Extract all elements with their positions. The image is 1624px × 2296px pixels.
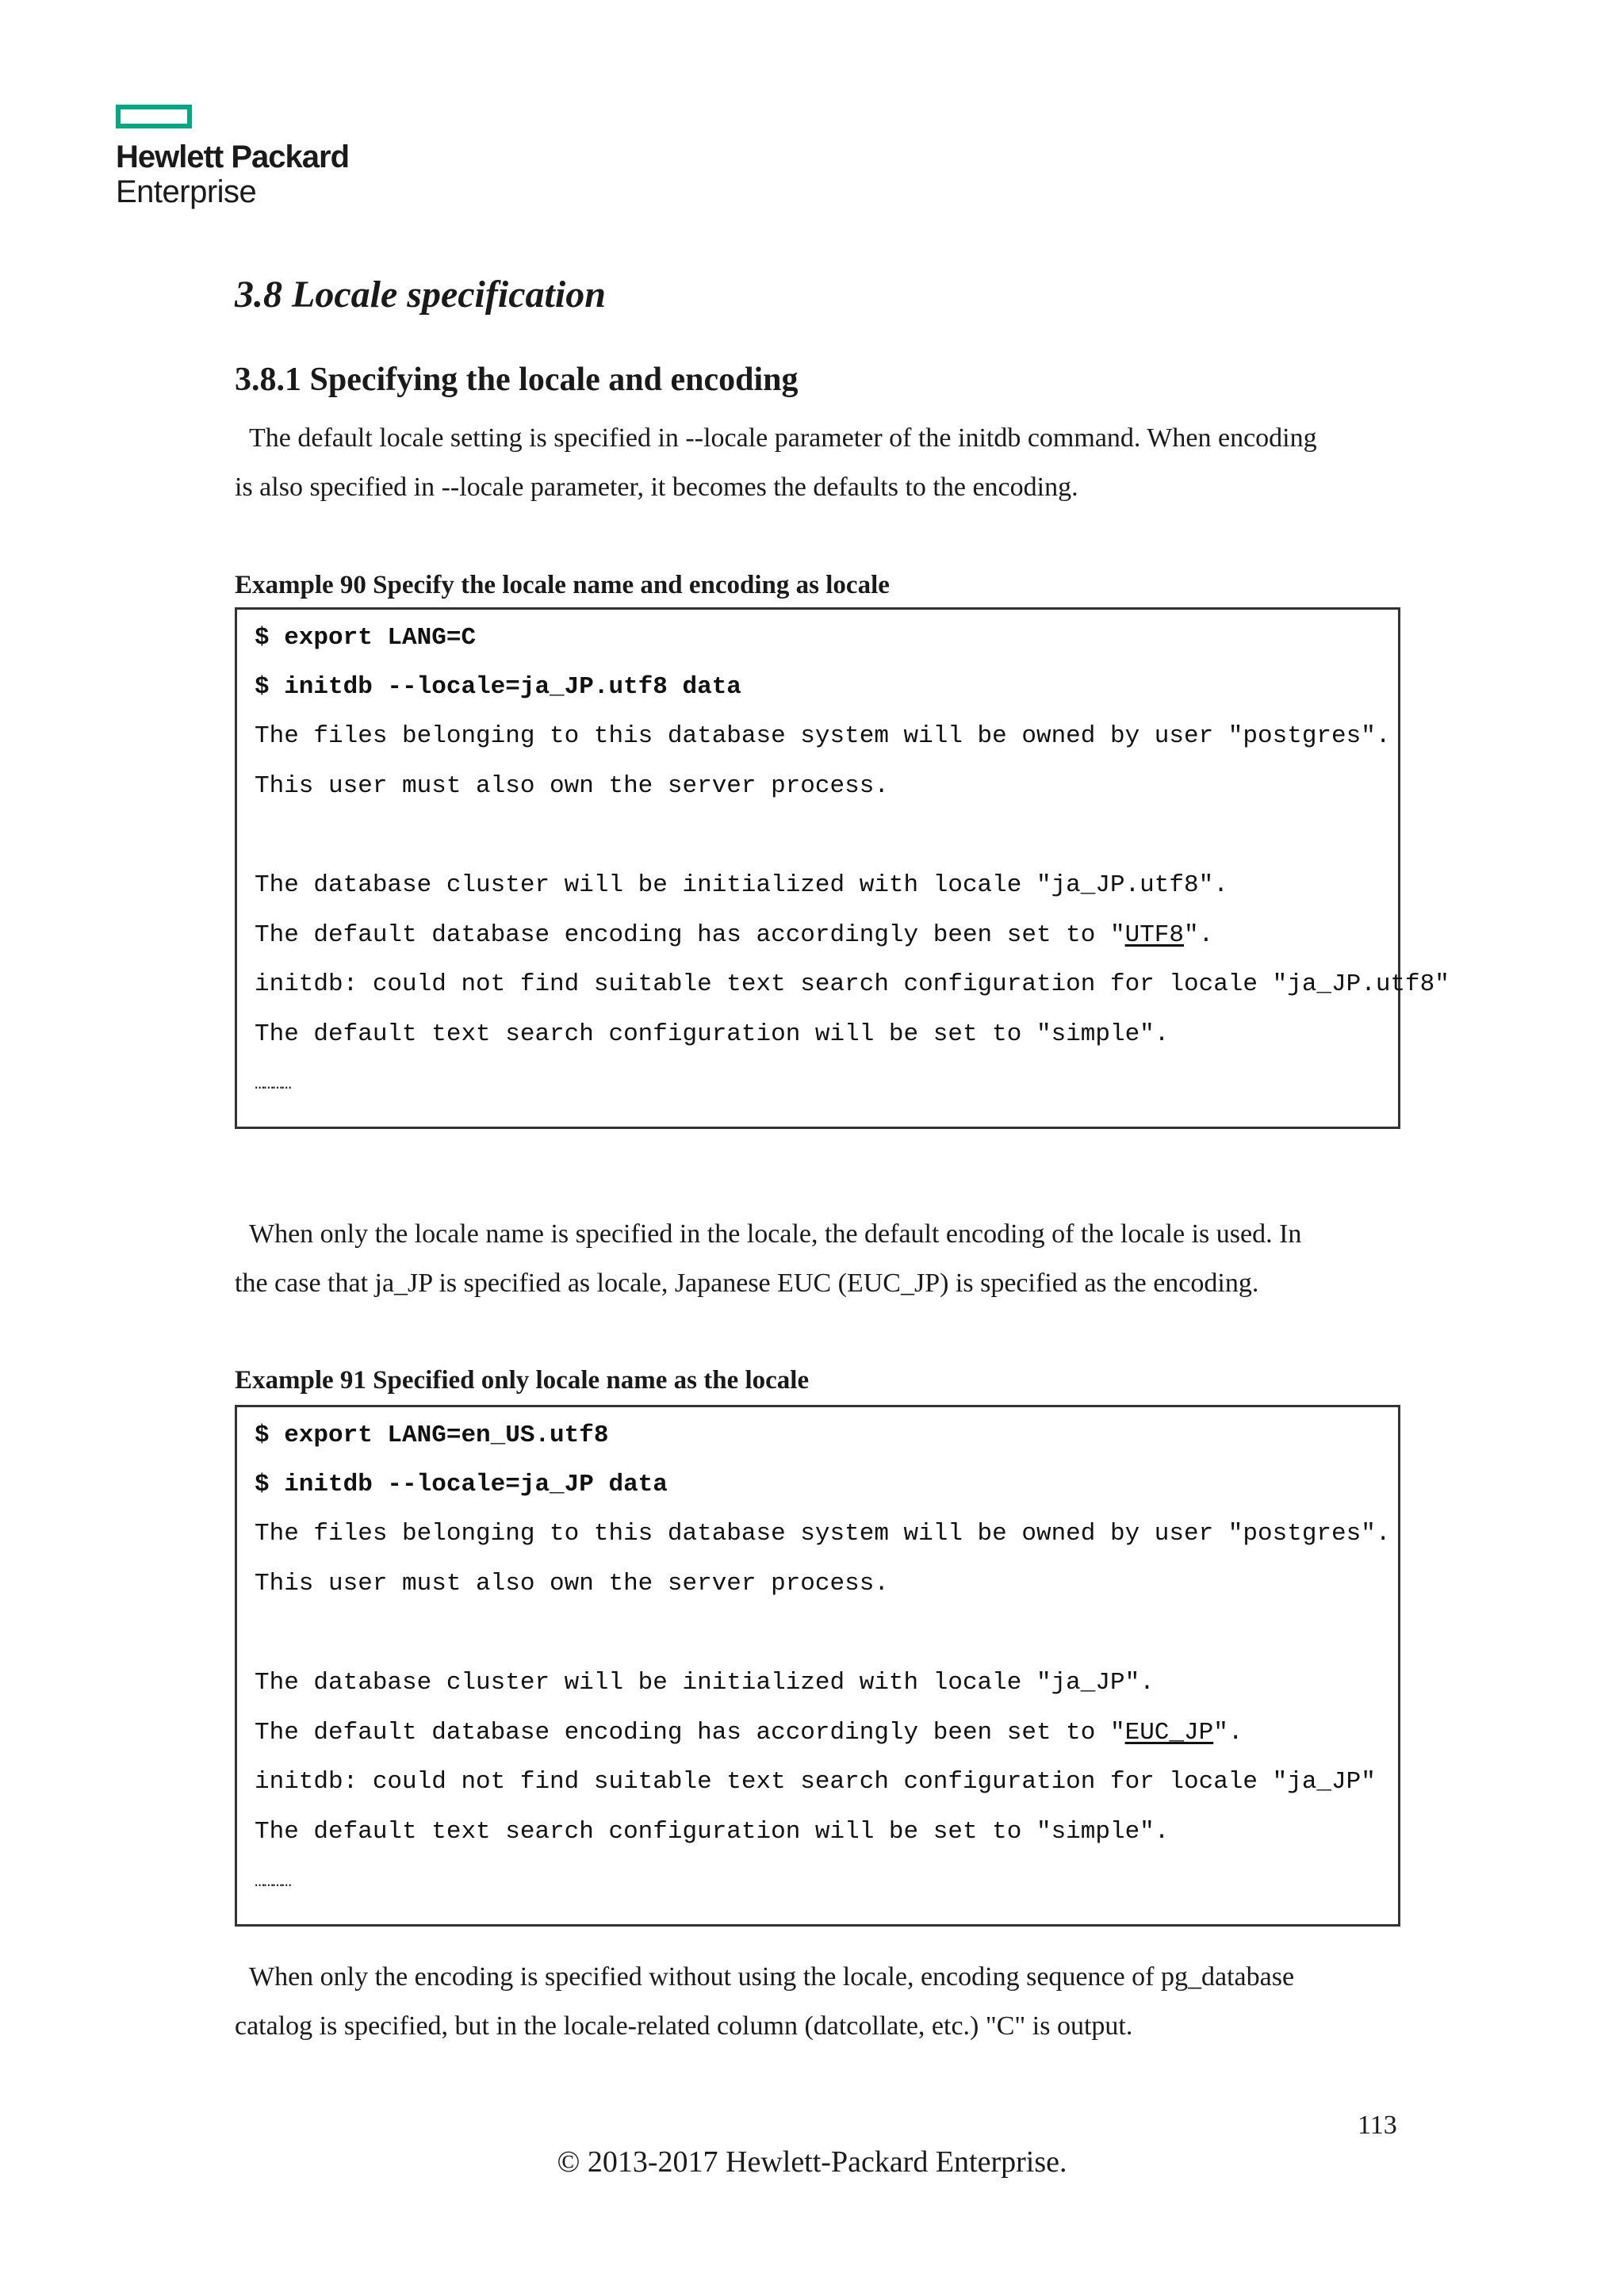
intro-paragraph: [235, 414, 1400, 512]
code-command: $ initdb --locale=ja_JP data: [255, 1471, 668, 1498]
company-logo: [116, 105, 377, 216]
middle-paragraph: [235, 1210, 1400, 1308]
middle-line-2: the case that ja_JP is specified as locale, Japanese EUC (EUC_JP) is specified as the encoding.: [235, 1269, 1259, 1298]
section-title: 3.8 Locale specification: [235, 274, 606, 316]
encoding-text-pre: The default database encoding has accordingly been set to ": [255, 1719, 1125, 1747]
subsection-title: 3.8.1 Specifying the locale and encoding: [235, 362, 799, 398]
code-command: $ export LANG=en_US.utf8: [255, 1422, 609, 1449]
code-output-line: initdb: could not find suitable text search configuration for locale "ja_JP.utf8": [255, 970, 1450, 998]
intro-line-2: is also specified in --locale parameter, it becomes the defaults to the encoding.: [235, 473, 1078, 502]
code-output-line: The files belonging to this database system will be owned by user "postgres".: [255, 1520, 1391, 1548]
encoding-text-post: ".: [1184, 921, 1214, 949]
code-output-line: [255, 1719, 1243, 1747]
closing-paragraph: [235, 1953, 1400, 2051]
code-output-line: This user must also own the server process.: [255, 1570, 889, 1598]
code-output-line: The default text search configuration will be set to "simple".: [255, 1818, 1170, 1846]
code-output-line: initdb: could not find suitable text search configuration for locale "ja_JP": [255, 1768, 1376, 1796]
code-output-line: This user must also own the server process.: [255, 772, 889, 800]
code-output-line: The database cluster will be initialized with locale "ja_JP".: [255, 1669, 1155, 1697]
example-90-code-block: [235, 607, 1450, 1129]
encoding-text-pre: The default database encoding has accordingly been set to ": [255, 921, 1125, 949]
encoding-value: EUC_JP: [1124, 1719, 1214, 1747]
code-output-line: The database cluster will be initialized with locale "ja_JP.utf8".: [255, 871, 1228, 899]
example-91-code-block: [235, 1405, 1400, 1927]
closing-line-1: When only the encoding is specified without using the locale, encoding sequence of pg_database: [249, 1962, 1295, 1992]
intro-line-1: The default locale setting is specified in --locale parameter of the initdb command. When encoding: [249, 423, 1317, 453]
copyright-notice: © 2013-2017 Hewlett-Packard Enterprise.: [557, 2145, 1067, 2179]
code-ellipsis: …………: [255, 1074, 290, 1094]
logo-text-line2: Enterprise: [116, 174, 257, 209]
encoding-value: UTF8: [1124, 921, 1185, 949]
middle-line-1: When only the locale name is specified in the locale, the default encoding of the locale is used. In: [249, 1219, 1302, 1249]
code-output-line: [255, 921, 1213, 949]
code-ellipsis: …………: [255, 1872, 290, 1892]
code-output-line: The default text search configuration will be set to "simple".: [255, 1020, 1170, 1048]
page-number: 113: [1358, 2110, 1397, 2140]
logo-accent-bar: [116, 105, 192, 128]
encoding-text-post: ".: [1213, 1719, 1243, 1747]
code-command: $ initdb --locale=ja_JP.utf8 data: [255, 673, 741, 701]
closing-line-2: catalog is specified, but in the locale-related column (datcollate, etc.) "C" is output.: [235, 2011, 1133, 2041]
logo-text-line1: Hewlett Packard: [116, 140, 350, 174]
code-output-line: The files belonging to this database system will be owned by user "postgres".: [255, 722, 1391, 750]
code-command: $ export LANG=C: [255, 624, 477, 652]
example-90-caption: Example 90 Specify the locale name and encoding as locale: [235, 571, 890, 599]
example-91-caption: Example 91 Specified only locale name as the locale: [235, 1366, 810, 1395]
